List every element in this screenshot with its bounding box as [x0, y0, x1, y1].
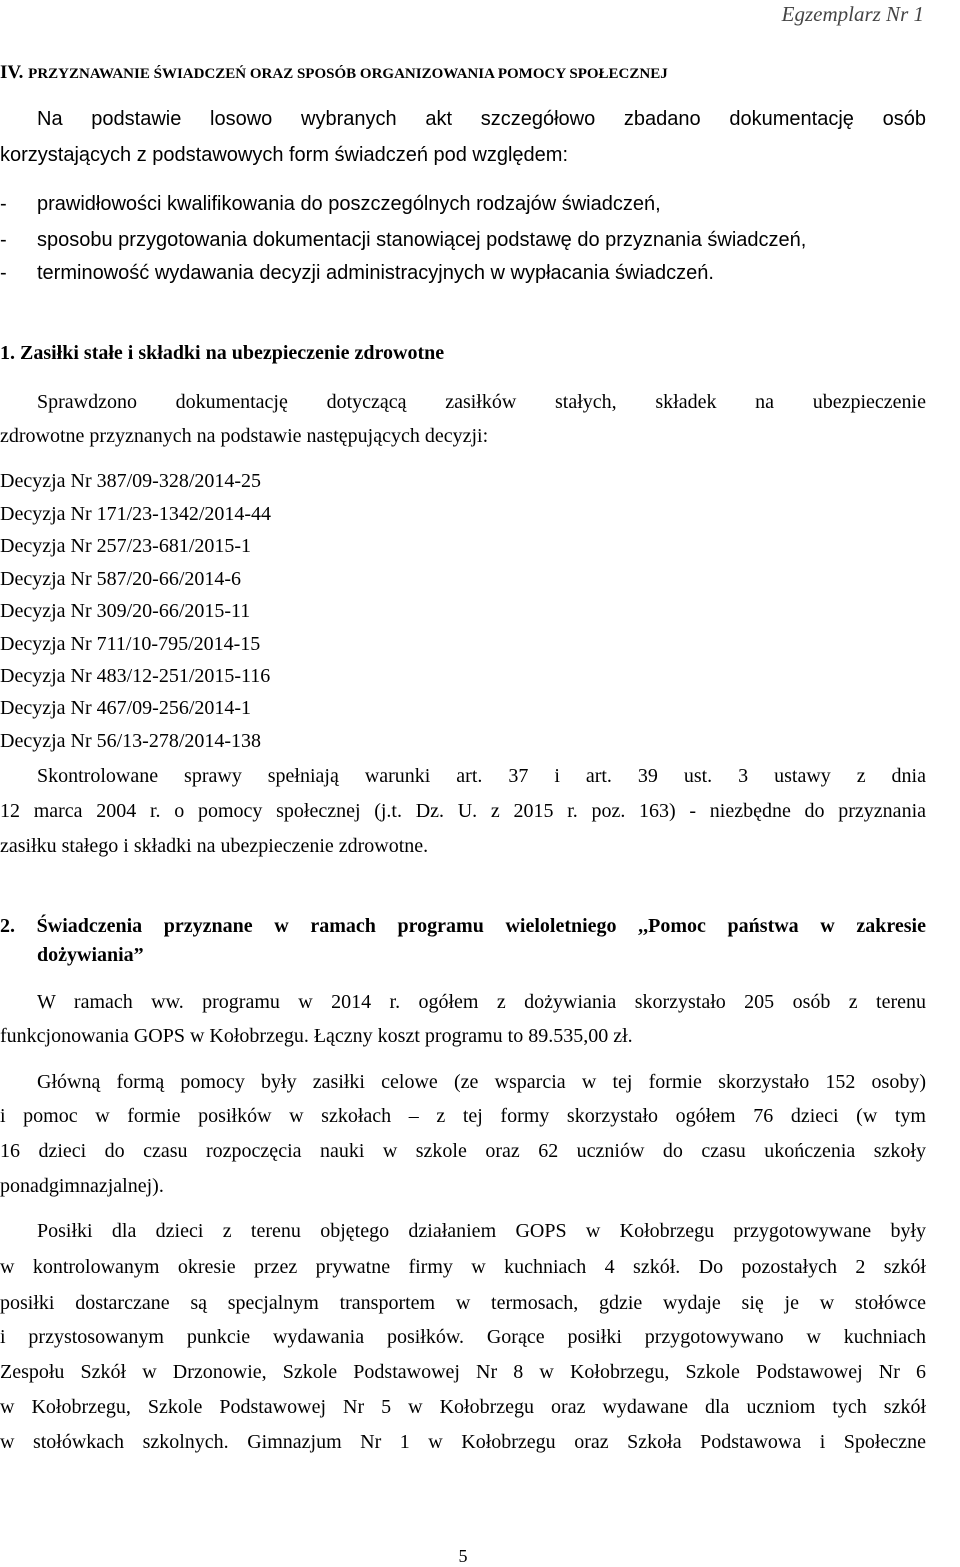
bullet-dash: - — [0, 193, 7, 215]
intro-line-1: Na podstawie losowo wybranych akt szczegółowo zbadano dokumentację osób — [37, 108, 926, 130]
section-number: IV. — [0, 62, 24, 83]
sub1-conclusion-line-2: 12 marca 2004 r. o pomocy społecznej (j.t. Dz. U. z 2015 r. poz. 163) - niezbędne do przyznania — [0, 800, 926, 822]
sub2-p3-line: Posiłki dla dzieci z terenu objętego działaniem GOPS w Kołobrzegu przygotowywane były — [37, 1220, 926, 1242]
subsection-2-title-line-2: dożywiania” — [37, 944, 144, 966]
sub2-p2-line: i pomoc w formie posiłków w szkołach – z tej formy skorzystało ogółem 76 dzieci (w tym — [0, 1105, 926, 1127]
bullet-dash: - — [0, 262, 7, 284]
sub2-p2-line: ponadgimnazjalnej). — [0, 1175, 164, 1197]
bullet-text: terminowość wydawania decyzji administracyjnych w wypłacania świadczeń. — [37, 262, 714, 284]
decision-item: Decyzja Nr 711/10-795/2014-15 — [0, 633, 261, 655]
section-title: PRZYZNAWANIE ŚWIADCZEŃ ORAZ SPOSÓB ORGANIZOWANIA POMOCY SPOŁECZNEJ — [28, 66, 668, 82]
page-number: 5 — [458, 1546, 468, 1566]
decision-item: Decyzja Nr 257/23-681/2015-1 — [0, 535, 252, 557]
decision-item: Decyzja Nr 309/20-66/2015-11 — [0, 600, 251, 622]
bullet-dash: - — [0, 229, 7, 251]
decision-item: Decyzja Nr 171/23-1342/2014-44 — [0, 503, 272, 525]
sub2-p2-line: 16 dzieci do czasu rozpoczęcia nauki w szkole oraz 62 uczniów do czasu ukończenia szkoły — [0, 1140, 926, 1162]
bullet-item-2 — [0, 229, 926, 252]
bullet-item-3 — [0, 262, 926, 285]
decision-item: Decyzja Nr 587/20-66/2014-6 — [0, 568, 242, 590]
decision-item: Decyzja Nr 467/09-256/2014-1 — [0, 697, 252, 719]
sub2-p3-line: Zespołu Szkół w Drzonowie, Szkole Podstawowej Nr 8 w Kołobrzegu, Szkole Podstawowej Nr 6 — [0, 1361, 926, 1383]
bullet-item-1 — [0, 193, 926, 216]
subsection-1-title: 1. Zasiłki stałe i składki na ubezpieczenie zdrowotne — [0, 342, 445, 364]
section-heading — [0, 62, 668, 84]
subsection-2-title-line-1: 2. Świadczenia przyznane w ramach programu wieloletniego ,,Pomoc państwa w zakresie — [0, 915, 926, 937]
decision-item: Decyzja Nr 387/09-328/2014-25 — [0, 470, 262, 492]
copy-number-label: Egzemplarz Nr 1 — [781, 2, 924, 26]
bullet-text: sposobu przygotowania dokumentacji stanowiącej podstawę do przyznania świadczeń, — [37, 229, 807, 251]
sub1-conclusion-line-3: zasiłku stałego i składki na ubezpieczenie zdrowotne. — [0, 835, 429, 857]
sub2-p2-line: Główną formą pomocy były zasiłki celowe (ze wsparcia w tej formie skorzystało 152 osoby) — [37, 1071, 926, 1093]
sub2-p3-line: i przystosowanym punkcie wydawania posiłków. Gorące posiłki przygotowywano w kuchniach — [0, 1326, 926, 1348]
sub2-p1-line-2: funkcjonowania GOPS w Kołobrzegu. Łączny koszt programu to 89.535,00 zł. — [0, 1025, 633, 1047]
sub2-p3-line: posiłki dostarczane są specjalnym transportem w termosach, gdzie wydaje się je w stołówce — [0, 1292, 926, 1314]
decision-item: Decyzja Nr 56/13-278/2014-138 — [0, 730, 262, 752]
decision-item: Decyzja Nr 483/12-251/2015-116 — [0, 665, 271, 687]
sub1-conclusion-line-1: Skontrolowane sprawy spełniają warunki art. 37 i art. 39 ust. 3 ustawy z dnia — [37, 765, 926, 787]
sub1-para-line-2: zdrowotne przyznanych na podstawie następujących decyzji: — [0, 425, 489, 447]
sub2-p3-line: w stołówkach szkolnych. Gimnazjum Nr 1 w Kołobrzegu oraz Szkoła Podstawowa i Społeczne — [0, 1431, 926, 1453]
intro-line-2: korzystających z podstawowych form świadczeń pod względem: — [0, 144, 569, 166]
sub1-para-line-1: Sprawdzono dokumentację dotyczącą zasiłków stałych, składek na ubezpieczenie — [37, 391, 926, 413]
sub2-p1-line-1: W ramach ww. programu w 2014 r. ogółem z dożywiania skorzystało 205 osób z terenu — [37, 991, 926, 1013]
sub2-p3-line: w kontrolowanym okresie przez prywatne firmy w kuchniach 4 szkół. Do pozostałych 2 szkół — [0, 1256, 926, 1278]
sub2-p3-line: w Kołobrzegu, Szkole Podstawowej Nr 5 w Kołobrzegu oraz wydawane dla uczniom tych szkół — [0, 1396, 926, 1418]
bullet-text: prawidłowości kwalifikowania do poszczególnych rodzajów świadczeń, — [37, 193, 661, 215]
